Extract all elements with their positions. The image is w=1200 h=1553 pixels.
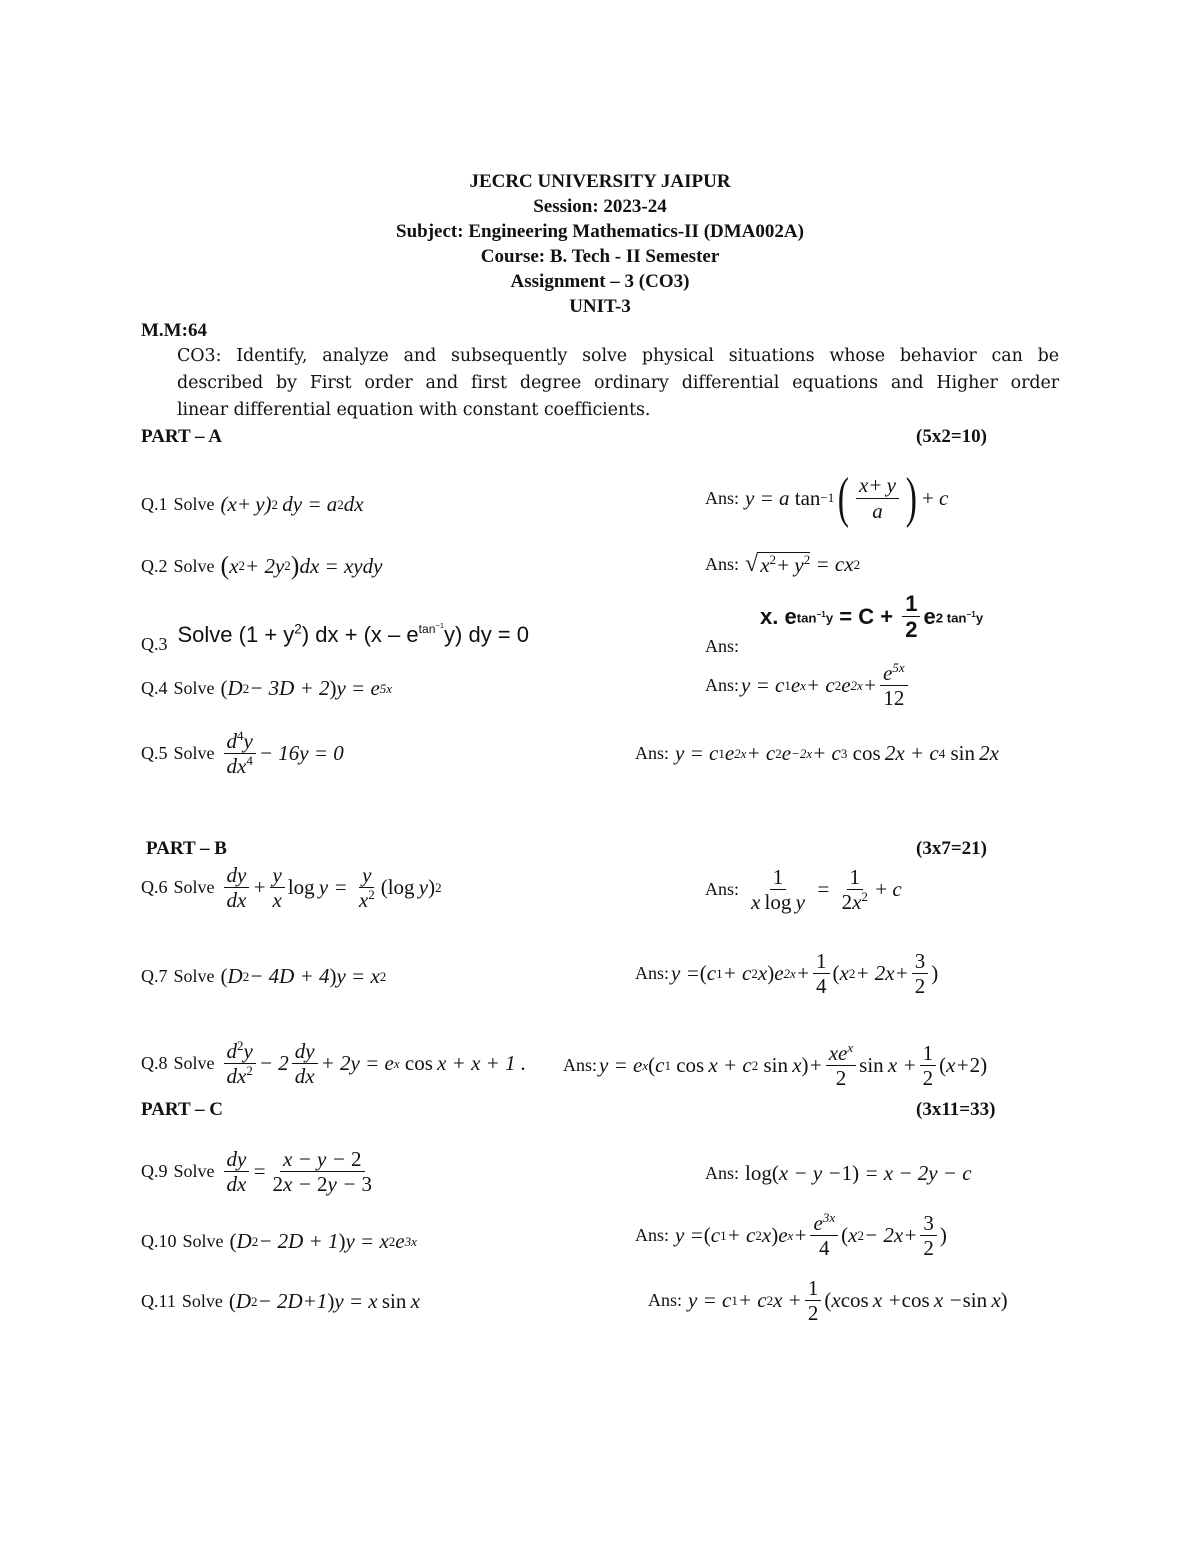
answer-3-equation: x. e $\tan^{-1}y$ = C + $\frac{1}{2}$ e 2 $\tan^{-1}y$ <box>760 591 984 643</box>
subject: Subject: Engineering Mathematics-II (DMA002A) <box>396 221 804 242</box>
answer-6-equation: $\frac{1}{\text{x log y}}$ = $\frac{1}{2x^2}$ + c <box>751 865 902 915</box>
course-outcome-line1: CO3: Identify, analyze and subsequently solve physical situations whose behavior can be <box>177 346 1059 366</box>
assignment: Assignment – 3 (CO3) <box>510 271 690 292</box>
question-1 <box>141 492 364 517</box>
ans-label: Ans: <box>705 554 740 574</box>
part-b-marks: (3x7=21) <box>916 838 987 859</box>
question-4-equation: ( D 2 − 3D + 2 ) y = e 5x <box>220 676 393 700</box>
solve-label: Solve <box>181 1291 223 1311</box>
solve-label: Solve <box>173 743 215 764</box>
question-10-equation: ( D 2 − 2D + 1 ) y = x 2 e 3x <box>229 1229 417 1253</box>
question-1-equation: (x+ y) 2 dy = a 2 dx <box>220 492 364 516</box>
question-6 <box>141 864 442 911</box>
answer-7 <box>635 950 938 997</box>
question-number: Q.4 <box>141 678 168 698</box>
question-number: Q.3 <box>141 634 168 654</box>
session: Session: 2023-24 <box>533 196 667 217</box>
question-9 <box>141 1148 378 1195</box>
ans-label: Ans: <box>705 675 740 696</box>
solve-label: Solve <box>173 494 215 514</box>
answer-2 <box>705 551 860 578</box>
solve-label: Solve <box>182 1231 224 1251</box>
question-number: Q.1 <box>141 494 168 514</box>
answer-1-equation: y = a tan −1 ( $\frac{x+ y}{a}$ ) + c <box>745 467 949 529</box>
ans-label: Ans: <box>705 636 740 656</box>
question-5-equation: $\frac{d^4y}{dx^4}$ − 16y = 0 <box>221 730 344 777</box>
question-number: Q.11 <box>141 1291 176 1311</box>
answer-1 <box>705 467 949 529</box>
question-number: Q.10 <box>141 1231 177 1251</box>
answer-2-equation: √ $x^2+ y^2$ = cx 2 <box>745 551 861 577</box>
ans-label: Ans: <box>635 743 670 763</box>
question-2-equation: ( x 2 + 2y 2 ) dx = xydy <box>220 551 383 580</box>
course: Course: B. Tech - II Semester <box>480 246 720 267</box>
answer-4 <box>705 662 911 709</box>
question-number: Q.5 <box>141 743 168 764</box>
question-7 <box>141 964 386 989</box>
solve-label: Solve <box>173 678 215 698</box>
ans-label: Ans: <box>705 879 740 900</box>
question-4 <box>141 676 392 701</box>
answer-6 <box>705 866 902 913</box>
solve-label: Solve <box>173 1161 215 1182</box>
answer-10 <box>635 1212 947 1259</box>
part-a-title: PART – A <box>141 426 222 447</box>
answer-5-equation: y = c 1 e 2x + c 2 e −2x + c 3 cos 2x + c 4 sin 2x <box>675 741 999 765</box>
question-5 <box>141 730 344 777</box>
question-9-equation: $\frac{dy}{dx}$ = $\frac{x - y - 2}{2x - 2y - 3}$ <box>221 1148 379 1195</box>
ans-label: Ans: <box>563 1055 598 1076</box>
solve-label: Solve <box>173 555 215 576</box>
question-3 <box>141 614 529 655</box>
question-number: Q.7 <box>141 966 168 986</box>
course-outcome-line3: linear differential equation with constant coefficients. <box>177 400 651 420</box>
answer-11-equation: y = c 1 + c 2 x + $\frac{1}{2}$ ( x cos x + cos x − sin x ) <box>688 1276 1008 1326</box>
question-6-equation: $\frac{dy}{dx}$ + $\frac{y}{x}$ log y = $\frac{y}{x^2}$ (log y ) 2 <box>221 864 442 911</box>
question-number: Q.2 <box>141 555 168 576</box>
part-a-marks: (5x2=10) <box>916 426 987 447</box>
ans-label: Ans: <box>705 487 740 508</box>
question-8 <box>141 1040 526 1087</box>
question-11-equation: ( D 2 − 2D+1 ) y = x sin x <box>228 1289 420 1313</box>
part-c-marks: (3x11=33) <box>916 1099 996 1120</box>
solve-label: Solve <box>173 877 215 898</box>
question-number: Q.6 <box>141 877 168 898</box>
question-10 <box>141 1229 417 1254</box>
ans-label: Ans: <box>635 963 670 984</box>
ans-label: Ans: <box>635 1225 670 1246</box>
ans-label: Ans: <box>648 1290 683 1311</box>
question-8-equation: $\frac{d^2y}{dx^2}$ − 2 $\frac{dy}{dx}$ + 2y = e x cos x + x + 1 . <box>221 1040 527 1087</box>
answer-3-label <box>705 636 745 657</box>
question-number: Q.8 <box>141 1053 168 1074</box>
question-2 <box>141 551 382 581</box>
question-3-equation: Solve $(1 + y^2)$ dx + $(x - e^{tan^{-1}}y)$ dy = 0 <box>177 621 529 647</box>
answer-5 <box>635 741 999 766</box>
answer-10-equation: y = ( c 1 + c 2 x ) e x + $\frac{e^{3x}}{4}$ ( x 2 − 2x+ $\frac{3}{2}$ ) <box>675 1210 947 1261</box>
solve-label: Solve <box>173 966 215 986</box>
answer-9-equation: log( x − y − 1) = x − 2y − c <box>745 1161 972 1185</box>
answer-8 <box>563 1042 987 1089</box>
question-number: Q.9 <box>141 1161 168 1182</box>
question-7-equation: ( D 2 − 4D + 4 ) y = x 2 <box>220 964 387 988</box>
ans-label: Ans: <box>705 1163 740 1183</box>
answer-7-equation: y = ( c 1 + c 2 x ) e 2x + $\frac{1}{4}$ ( x 2 + 2x+ $\frac{3}{2}$ ) <box>671 949 939 999</box>
university-name: JECRC UNIVERSITY JAIPUR <box>469 171 731 192</box>
part-c-title: PART – C <box>141 1099 224 1120</box>
unit: UNIT-3 <box>569 296 631 317</box>
answer-11 <box>648 1277 1008 1324</box>
part-b-title: PART – B <box>146 838 227 859</box>
max-marks: M.M:64 <box>141 320 207 341</box>
answer-4-equation: y = c 1 e x + c 2 e 2x + $\frac{e^{5x}}{12}$ <box>741 662 911 709</box>
answer-9 <box>705 1161 972 1186</box>
solve-label: Solve <box>173 1053 215 1074</box>
course-outcome-line2: described by First order and first degree ordinary differential equations and Higher order <box>177 373 1059 393</box>
answer-8-equation: y = e x ( c 1 cos x + c 2 sin x ) + $\frac{xe^x}{2}$ sin x + $\frac{1}{2}$ ( x+ 2) <box>599 1040 988 1091</box>
course-outcome <box>177 343 1059 424</box>
question-11 <box>141 1289 420 1314</box>
